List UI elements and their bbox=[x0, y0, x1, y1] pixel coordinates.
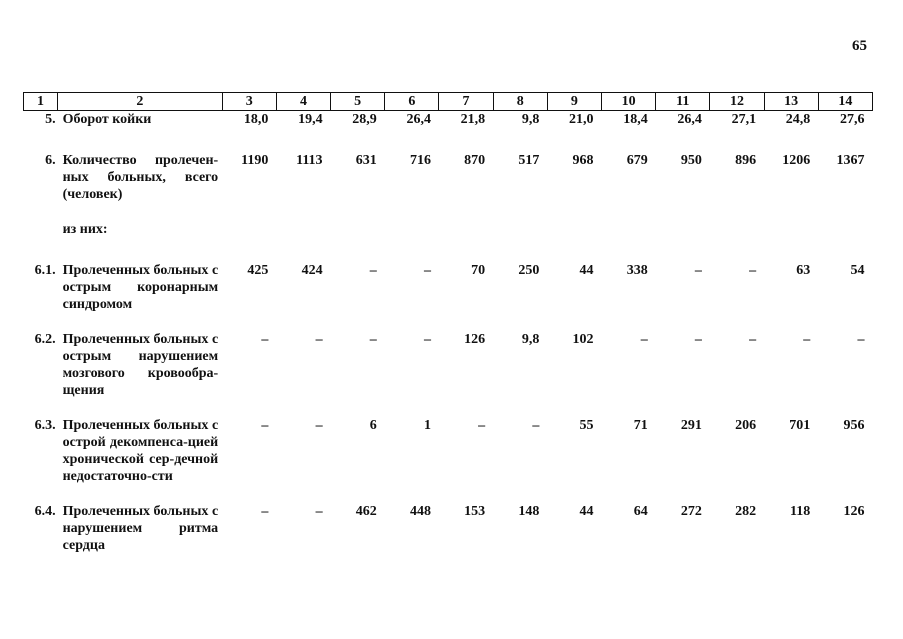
table-cell: 19,4 bbox=[298, 112, 323, 127]
row-label-text: Пролеченных больных с острым нарушением мозгового кровообра-щения bbox=[62, 332, 219, 398]
data-table bbox=[23, 92, 873, 554]
table-cell: 118 bbox=[790, 504, 811, 519]
table-cell: 126 bbox=[464, 332, 486, 347]
table-cell: 126 bbox=[843, 504, 865, 519]
table-row bbox=[24, 503, 873, 554]
table-cell: 71 bbox=[633, 418, 648, 433]
page-number: 65 bbox=[852, 38, 867, 54]
column-header: 2 bbox=[58, 93, 223, 111]
row-label-text: из них: bbox=[62, 222, 108, 237]
row-label bbox=[58, 503, 223, 554]
table-cell: 679 bbox=[626, 153, 648, 168]
table-cell: 338 bbox=[626, 263, 648, 278]
table-cell: – bbox=[478, 418, 486, 433]
table-cell: – bbox=[803, 332, 811, 347]
column-header: 9 bbox=[547, 93, 601, 111]
table-cell: 44 bbox=[579, 263, 594, 278]
table-cell bbox=[276, 221, 330, 238]
row-number: 6.2. bbox=[34, 332, 56, 347]
table-cell: 1206 bbox=[782, 153, 811, 168]
table-cell: 28,9 bbox=[352, 112, 377, 127]
row-label bbox=[58, 152, 223, 203]
table-cell: – bbox=[640, 332, 648, 347]
table-cell: 425 bbox=[247, 263, 269, 278]
table-row bbox=[24, 331, 873, 399]
table-cell: 1 bbox=[423, 418, 431, 433]
table-cell: 291 bbox=[680, 418, 702, 433]
table-cell bbox=[764, 221, 818, 238]
row-label bbox=[58, 111, 223, 129]
table-cell bbox=[818, 221, 872, 238]
table-cell: 21,0 bbox=[569, 112, 594, 127]
table-cell: – bbox=[315, 504, 323, 519]
table-cell: – bbox=[694, 332, 702, 347]
table-cell bbox=[385, 221, 439, 238]
row-label-text: Пролеченных больных с нарушением ритма сердца bbox=[62, 504, 219, 553]
table-header-row bbox=[24, 93, 873, 111]
row-spacer bbox=[24, 313, 873, 331]
table-cell: 1190 bbox=[241, 153, 269, 168]
table-cell: 102 bbox=[572, 332, 594, 347]
table-cell bbox=[493, 221, 547, 238]
table-cell: 424 bbox=[301, 263, 323, 278]
table-cell: 282 bbox=[735, 504, 757, 519]
table-cell: – bbox=[423, 332, 431, 347]
row-label bbox=[58, 331, 223, 399]
table-cell: 1367 bbox=[836, 153, 865, 168]
table-cell: 9,8 bbox=[521, 332, 540, 347]
table-cell: 448 bbox=[409, 504, 431, 519]
table-cell: 896 bbox=[735, 153, 757, 168]
row-number: 5. bbox=[45, 112, 56, 127]
table-cell: 968 bbox=[572, 153, 594, 168]
row-number bbox=[24, 221, 58, 238]
table-cell: 18,0 bbox=[243, 112, 269, 127]
table-cell: 148 bbox=[518, 504, 540, 519]
table-cell: 70 bbox=[471, 263, 486, 278]
table-cell: 24,8 bbox=[785, 112, 811, 127]
table-cell: – bbox=[749, 263, 757, 278]
table-row bbox=[24, 262, 873, 313]
row-label bbox=[58, 417, 223, 485]
column-header: 4 bbox=[276, 93, 330, 111]
table-cell: – bbox=[857, 332, 865, 347]
table-cell: 18,4 bbox=[623, 112, 648, 127]
row-spacer bbox=[24, 485, 873, 503]
table-cell bbox=[656, 221, 710, 238]
table-cell: 64 bbox=[633, 504, 648, 519]
table-cell bbox=[331, 221, 385, 238]
table-cell: 27,6 bbox=[840, 112, 865, 127]
table-cell: – bbox=[315, 332, 323, 347]
table-cell: 272 bbox=[680, 504, 702, 519]
column-header: 5 bbox=[331, 93, 385, 111]
table-cell bbox=[439, 221, 493, 238]
row-number: 6. bbox=[45, 153, 56, 168]
table-cell bbox=[222, 221, 276, 238]
row-label-text: Оборот койки bbox=[62, 112, 152, 127]
table-cell: 26,4 bbox=[677, 112, 702, 127]
row-number: 6.4. bbox=[34, 504, 56, 519]
row-spacer bbox=[24, 128, 873, 152]
column-header: 10 bbox=[602, 93, 656, 111]
table-cell bbox=[602, 221, 656, 238]
table-row bbox=[24, 417, 873, 485]
table-row bbox=[24, 111, 873, 129]
row-number: 6.1. bbox=[34, 263, 56, 278]
table-cell: 153 bbox=[464, 504, 486, 519]
column-header: 3 bbox=[222, 93, 276, 111]
table-row bbox=[24, 152, 873, 203]
table-cell: – bbox=[532, 418, 540, 433]
row-label bbox=[58, 221, 223, 238]
row-spacer bbox=[24, 238, 873, 262]
table-cell: 206 bbox=[735, 418, 757, 433]
table-cell: 462 bbox=[355, 504, 377, 519]
column-header: 6 bbox=[385, 93, 439, 111]
table-cell: – bbox=[261, 504, 269, 519]
column-header: 14 bbox=[818, 93, 872, 111]
table-cell: 716 bbox=[409, 153, 431, 168]
table-cell: – bbox=[261, 332, 269, 347]
column-header: 7 bbox=[439, 93, 493, 111]
column-header: 8 bbox=[493, 93, 547, 111]
table-cell: 55 bbox=[579, 418, 594, 433]
table-row bbox=[24, 221, 873, 238]
row-number: 6.3. bbox=[34, 418, 56, 433]
table-cell: 63 bbox=[796, 263, 811, 278]
table-body bbox=[24, 111, 873, 555]
table-cell: 9,8 bbox=[521, 112, 540, 127]
table-cell: 1113 bbox=[296, 153, 323, 168]
row-label bbox=[58, 262, 223, 313]
table-cell: 54 bbox=[850, 263, 865, 278]
table-cell: 250 bbox=[518, 263, 540, 278]
column-header: 1 bbox=[24, 93, 58, 111]
table-cell: 870 bbox=[464, 153, 486, 168]
table-cell: – bbox=[423, 263, 431, 278]
table-cell: 21,8 bbox=[460, 112, 486, 127]
row-label-text: Пролеченных больных с острым коронарным синдромом bbox=[62, 263, 219, 312]
table-cell bbox=[710, 221, 764, 238]
table-cell: 44 bbox=[579, 504, 594, 519]
table-cell: 517 bbox=[518, 153, 540, 168]
row-label-text: Количество пролечен-ных больных, всего (человек) bbox=[62, 153, 219, 202]
table-cell bbox=[547, 221, 601, 238]
column-header: 11 bbox=[656, 93, 710, 111]
table-cell: 27,1 bbox=[731, 112, 757, 127]
row-spacer bbox=[24, 203, 873, 221]
table-cell: 701 bbox=[789, 418, 811, 433]
table-cell: 26,4 bbox=[406, 112, 431, 127]
table-cell: 631 bbox=[355, 153, 377, 168]
row-label-text: Пролеченных больных с острой декомпенса-цией хронической сер-дечной недостаточно-сти bbox=[62, 418, 219, 484]
table-cell: 6 bbox=[369, 418, 377, 433]
table-cell: 956 bbox=[843, 418, 865, 433]
column-header: 13 bbox=[764, 93, 818, 111]
row-spacer bbox=[24, 399, 873, 417]
table-cell: – bbox=[315, 418, 323, 433]
table-cell: – bbox=[694, 263, 702, 278]
table-cell: – bbox=[261, 418, 269, 433]
table-cell: – bbox=[749, 332, 757, 347]
column-header: 12 bbox=[710, 93, 764, 111]
table-cell: – bbox=[369, 263, 377, 278]
table-cell: – bbox=[369, 332, 377, 347]
table-cell: 950 bbox=[680, 153, 702, 168]
